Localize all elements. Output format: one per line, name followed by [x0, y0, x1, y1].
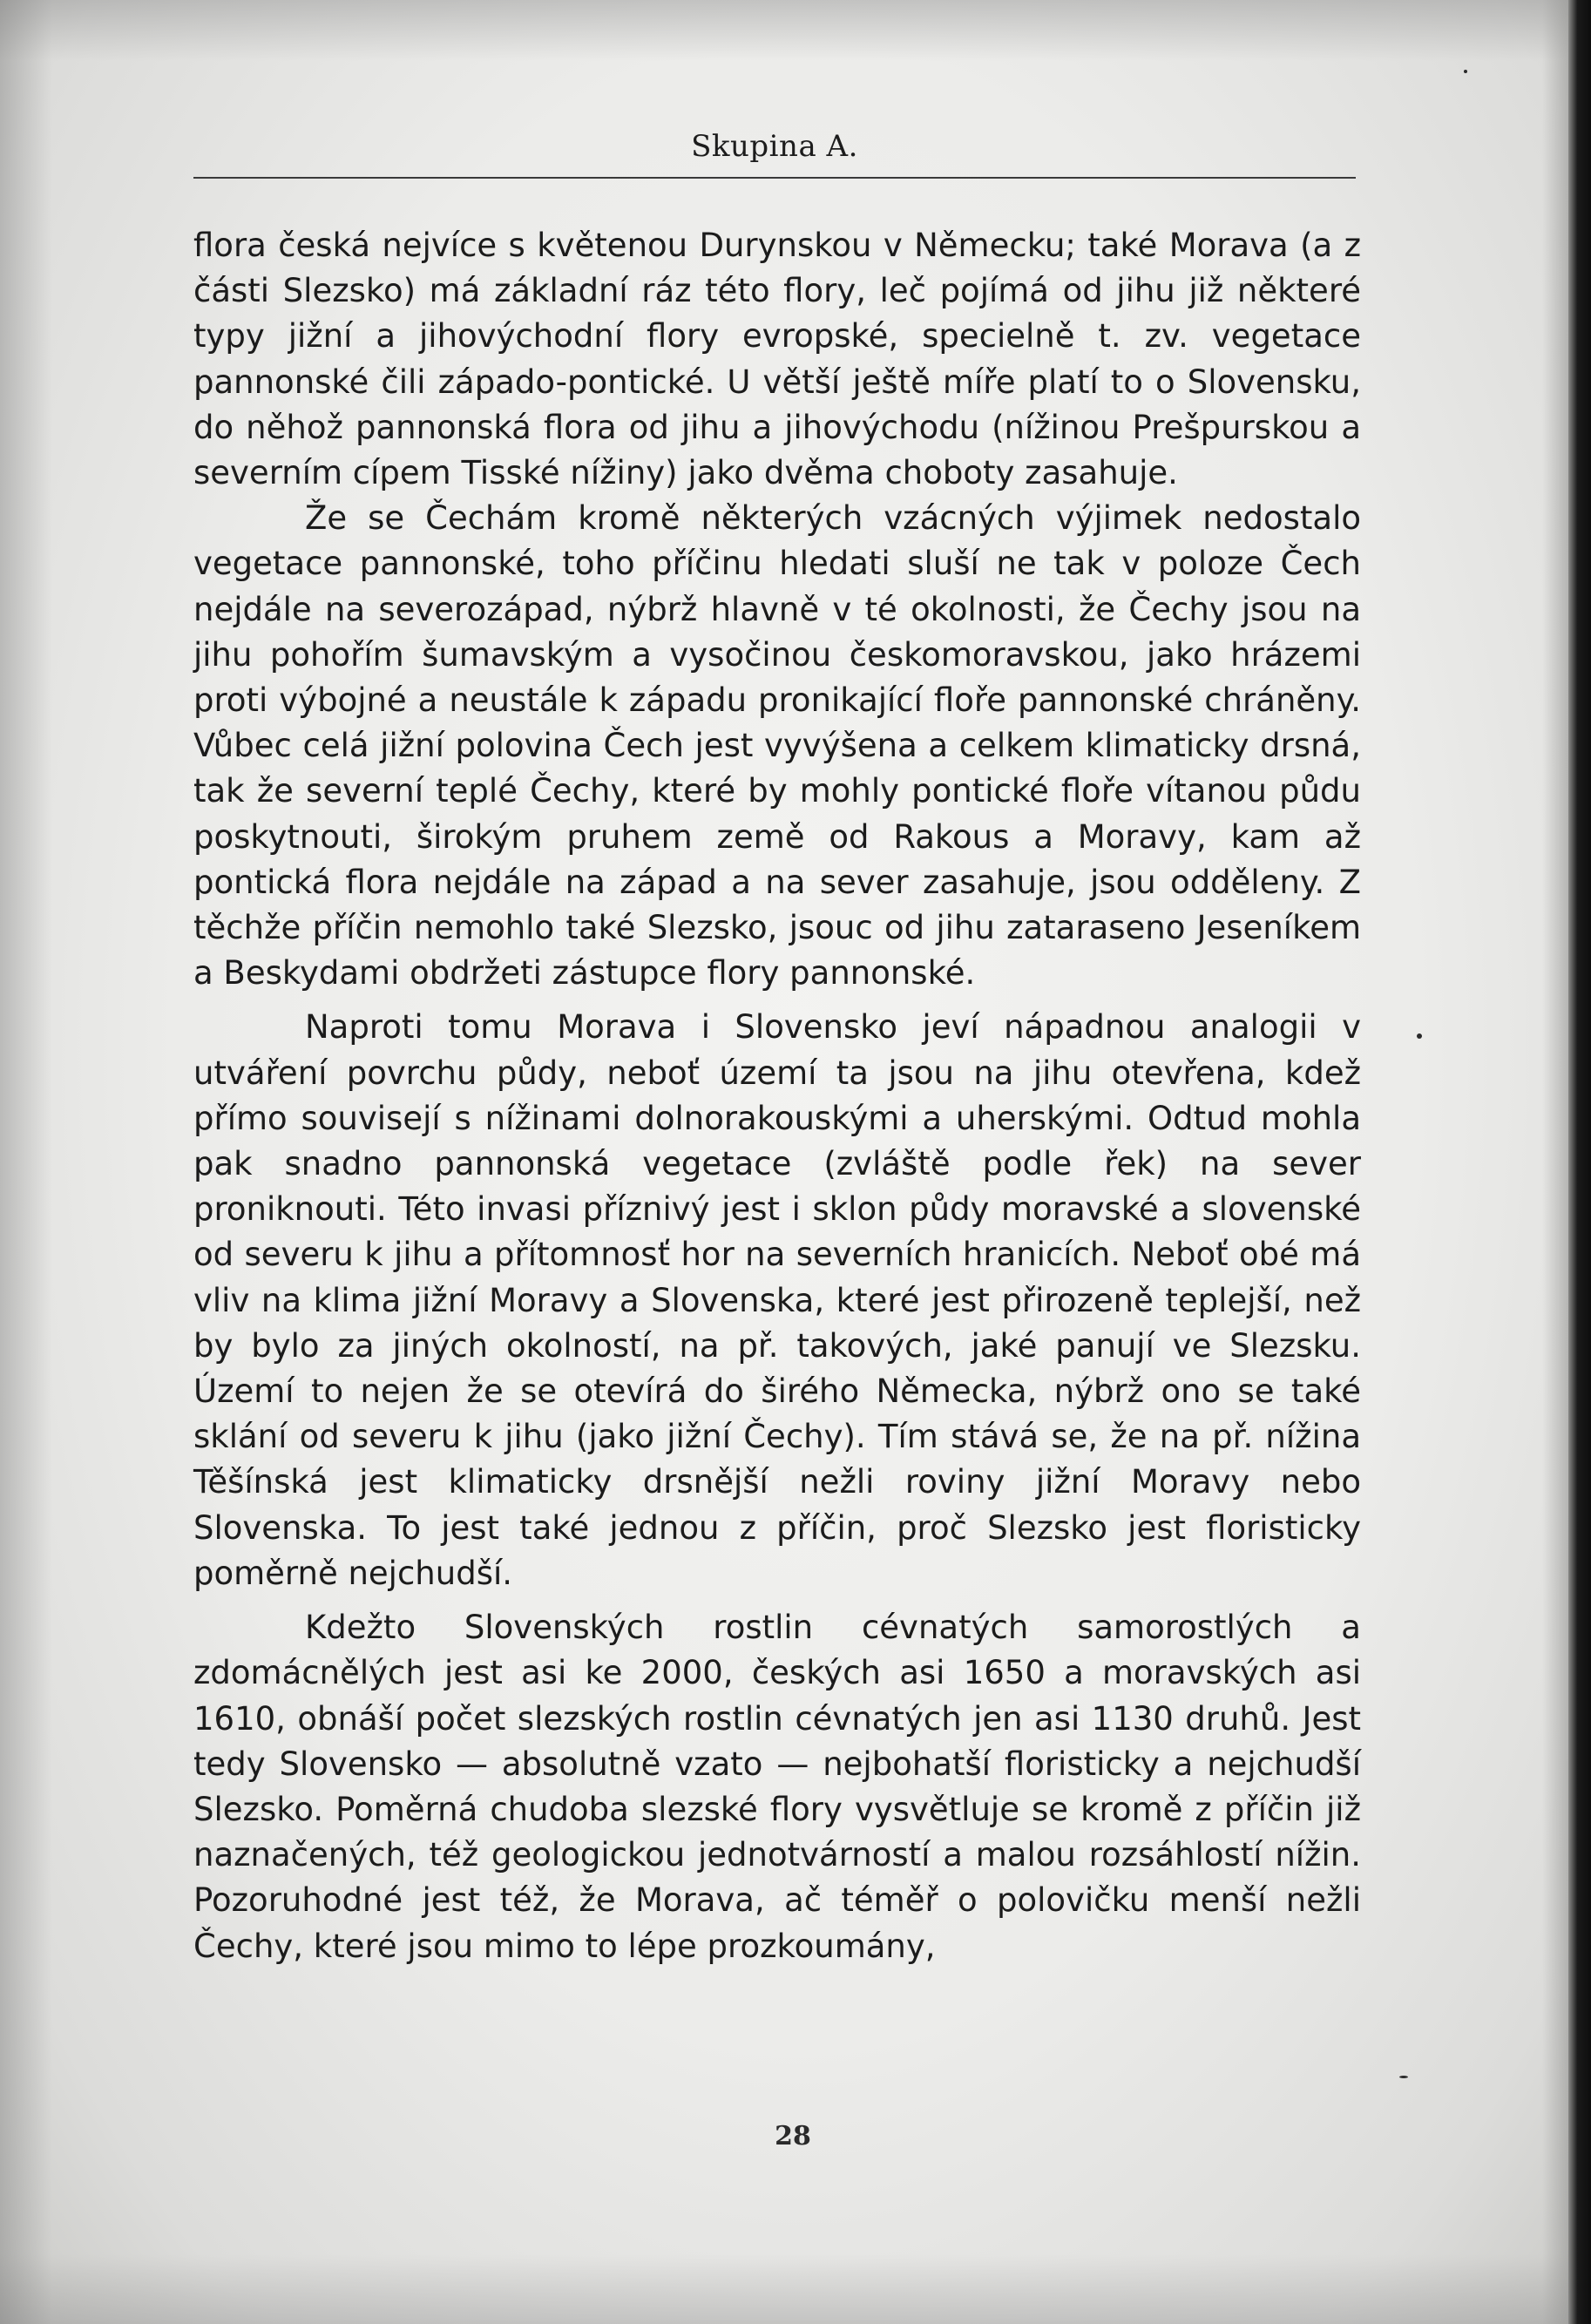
scan-shadow-bottom — [0, 2254, 1591, 2324]
ink-speck — [1417, 1033, 1422, 1039]
header-rule — [193, 177, 1356, 179]
scan-shadow-left — [0, 0, 52, 2324]
paragraph: flora česká nejvíce s květenou Durynskou v Německu; také Morava (a z části Slezsko) má základní ráz této flory, leč pojímá od jihu již některé typy jižní a jihovýchodní flory evropské, specielně t. zv. vegetace pannonské čili západo-pontické. U větší ještě míře platí to o Slovensku, do něhož pannonská flora od jihu a jihovýchodu (nížinou Prešpurskou a severním cípem Tisské nížiny) jako dvěma choboty zasahuje. — [193, 227, 1361, 492]
page-number: 28 — [775, 2121, 811, 2151]
ink-speck — [1464, 70, 1467, 73]
scan-shadow-top — [0, 0, 1591, 61]
ink-speck — [1399, 2076, 1408, 2078]
paragraph: Kdežto Slovenských rostlin cévnatých samorostlých a zdomácnělých jest asi ke 2000, českých asi 1650 a moravských asi 1610, obnáší počet slezských rostlin cévnatých jen asi 1130 druhů. Jest tedy Slovensko — absolutně vzato — nejbohatší floristicky a nejchudší Slezsko. Poměrná chudoba slezské flory vysvětluje se kromě z příčin již naznačených, též geologickou jednotvárností a malou rozsáhlostí nížin. Pozoruhodné jest též, že Morava, ač téměř o polovičku menší nežli Čechy, které jsou mimo to lépe prozkoumány, — [193, 1609, 1361, 1965]
running-header: Skupina A. — [691, 129, 858, 164]
page-edge — [1568, 0, 1591, 2324]
body-text — [193, 223, 1361, 1969]
paragraph: Naproti tomu Morava i Slovensko jeví nápadnou analogii v utváření povrchu půdy, neboť území ta jsou na jihu otevřena, kdež přímo souvisejí s nížinami dolnorakouskými a uherskými. Odtud mohla pak snadno pannonská vegetace (zvláště podle řek) na sever proniknouti. Této invasi příznivý jest i sklon půdy moravské a slovenské od severu k jihu a přítomnosť hor na severních hranicích. Neboť obé má vliv na klima jižní Moravy a Slovenska, které jest přirozeně teplejší, než by bylo za jiných okolností, na př. takových, jaké panují ve Slezsku. Území to nejen že se otevírá do širého Německa, nýbrž ono se také sklání od severu k jihu (jako jižní Čechy). Tím stává se, že na př. nížina Těšínská jest klimaticky drsnější nežli roviny jižní Moravy nebo Slovenska. To jest také jednou z příčin, proč Slezsko jest floristicky poměrně nejchudší. — [193, 1008, 1361, 1592]
paragraph: Že se Čechám kromě některých vzácných výjimek nedostalo vegetace pannonské, toho příčinu hledati sluší ne tak v poloze Čech nejdále na severozápad, nýbrž hlavně v té okolnosti, že Čechy jsou na jihu pohořím šumavským a vysočinou českomoravskou, jako hrázemi proti výbojné a neustále k západu pronikající floře pannonské chráněny. Vůbec celá jižní polovina Čech jest vyvýšena a celkem klimaticky drsná, tak že severní teplé Čechy, které by mohly pontické floře vítanou půdu poskytnouti, širokým pruhem země od Rakous a Moravy, kam až pontická flora nejdále na západ a na sever zasahuje, jsou odděleny. Z těchže příčin nemohlo také Slezsko, jsouc od jihu zatarasenо Jeseníkem a Beskydami obdržeti zástupce flory pannonské. — [193, 499, 1361, 993]
binding-shadow — [1542, 0, 1568, 2324]
